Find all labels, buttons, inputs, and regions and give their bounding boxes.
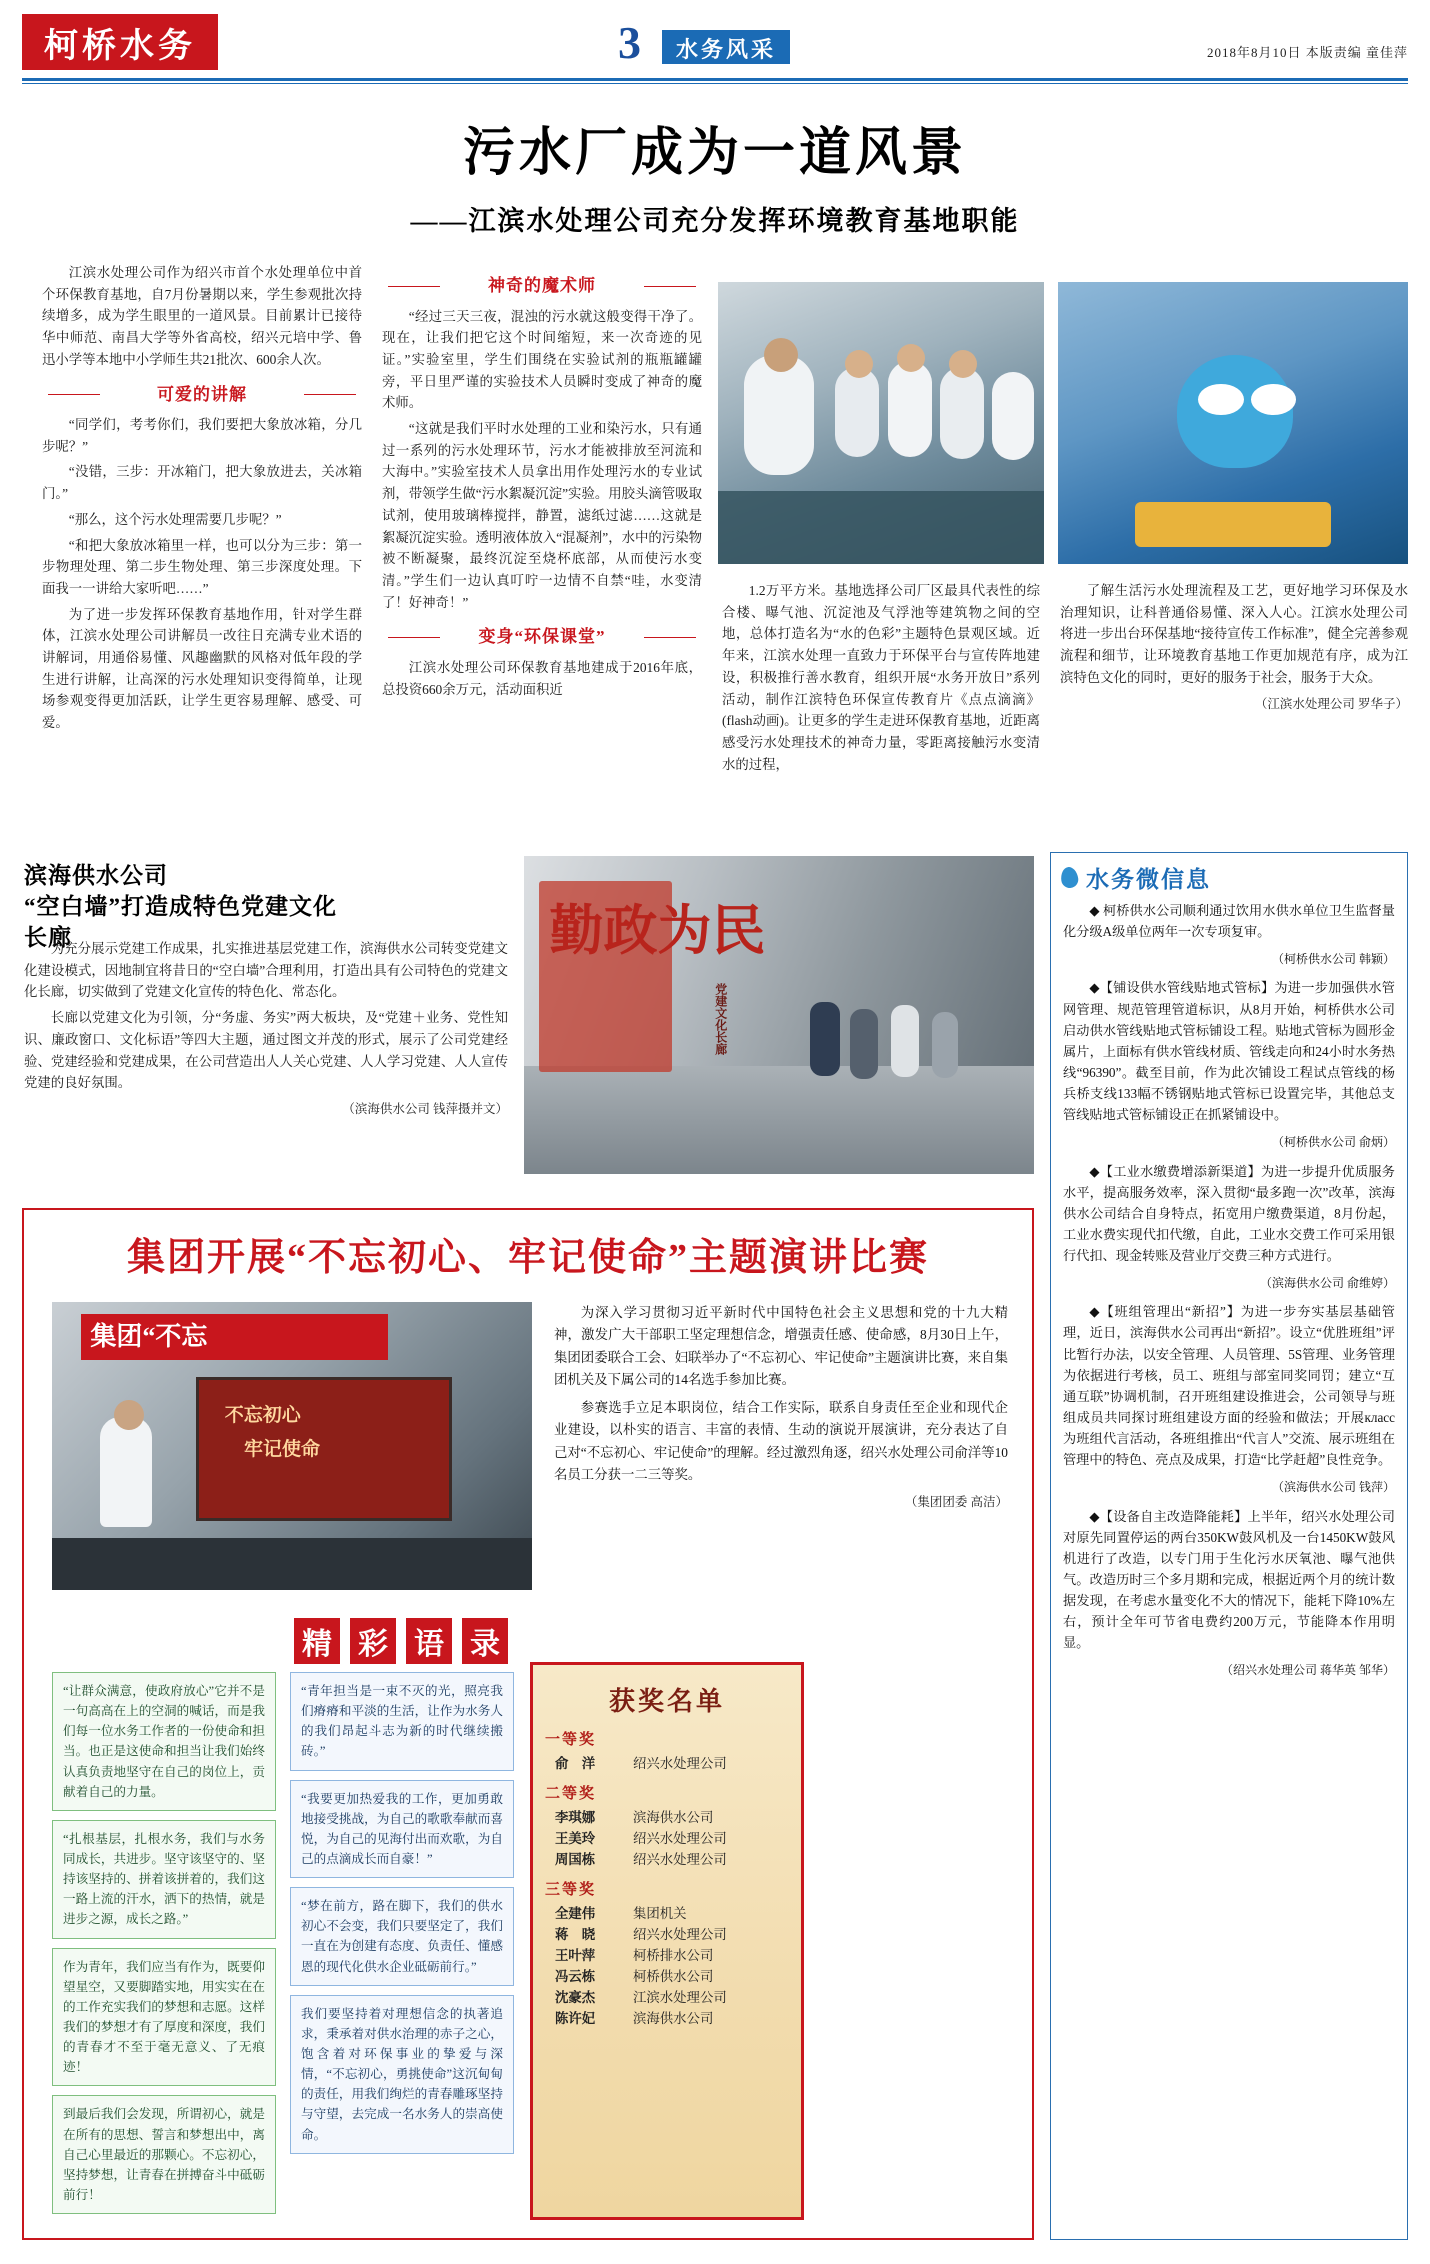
screen-text-1: 不忘初心 xyxy=(224,1404,301,1426)
header-divider xyxy=(22,78,1408,81)
award-winner-unit: 江滨水处理公司 xyxy=(633,1990,727,2005)
lead-subhead-3: 变身“环保课堂” xyxy=(382,623,702,651)
page-number: 3 xyxy=(618,17,641,68)
quotes-title-char-1: 精 xyxy=(294,1618,340,1664)
quotes-column-right xyxy=(290,1672,514,2163)
feature-title: 集团开展“不忘初心、牢记使命”主题演讲比赛 xyxy=(126,1237,929,1279)
lead-para: “同学们，考考你们，我们要把大象放冰箱，分几步呢？” xyxy=(42,417,362,454)
award-winner-name: 李琪娜 xyxy=(555,1810,596,1825)
award-winner-unit: 集团机关 xyxy=(633,1906,687,1921)
award-winner-name: 俞 洋 xyxy=(555,1756,596,1771)
award-row xyxy=(555,1924,801,1943)
lead-para: 为了进一步发挥环保教育基地作用，针对学生群体，江滨水处理公司讲解员一改往日充满专业术语的讲解词，用通俗易懂、风趣幽默的风格对低年段的学生进行讲解，让高深的污水处理知识变得简单，让现场参观变得更加活跃，让学生更容易理解、感受、可爱。 xyxy=(42,606,362,731)
quote-box: “梦在前方，路在脚下，我们的供水初心不会变，我们只要坚定了，我们一直在为创建有态度、负责任、懂感恩的现代化供水企业砥砺前行。” xyxy=(290,1887,514,1986)
award-winner-unit: 滨海供水公司 xyxy=(633,2011,714,2026)
award-list-panel xyxy=(530,1662,804,2220)
mid-signature: （滨海供水公司 钱萍摄并文） xyxy=(342,1101,508,1116)
lead-column-1 xyxy=(42,262,362,738)
award-row xyxy=(555,1966,801,1985)
award-winner-unit: 绍兴水处理公司 xyxy=(633,1852,727,1867)
wall-slogan-sub: 党建文化长廊 xyxy=(713,983,728,1056)
publication-name: 柯桥水务 xyxy=(44,27,196,65)
quote-box: “我要更加热爱我的工作，更加勇敢地接受挑战，为自己的歌歌奉献而喜悦，为自己的见海付出而欢歌，为自己的点滴成长而自豪！” xyxy=(290,1780,514,1879)
award-winner-name: 周国栋 xyxy=(555,1852,596,1867)
award-winner-name: 蒋 晓 xyxy=(555,1927,596,1942)
mid-article-title-2: “空白墙”打造成特色党建文化长廊 xyxy=(24,894,337,951)
award-winner-unit: 绍兴水处理公司 xyxy=(633,1831,727,1846)
screen-text-2: 牢记使命 xyxy=(244,1439,321,1461)
lead-para: “和把大象放冰箱里一样，也可以分为三步：第一步物理处理、第二步生物处理、第三步深度处理。下面我一一讲给大家听吧……” xyxy=(42,537,362,596)
quotes-title-char-3: 语 xyxy=(406,1618,452,1664)
photo-water-mascot xyxy=(1058,282,1408,564)
lead-subhead-2: 神奇的魔术师 xyxy=(382,272,702,300)
page-subtitle: ——江滨水处理公司充分发挥环境教育基地职能 xyxy=(410,206,1020,236)
quote-box: “扎根基层，扎根水务，我们与水务同成长，共进步。坚守该坚守的、坚持该坚持的、拼着该拼着的，我们这一路上流的汗水，洒下的热情，就是进步之源，成长之路。” xyxy=(52,1820,276,1939)
mid-para: 为充分展示党建工作成果，扎实推进基层党建工作，滨海供水公司转变党建文化建设模式，因地制宜将昔日的“空白墙”合理利用，打造出具有公司特色的党建文化长廊，切实做到了党建文化宣传的特色化、常态化。 xyxy=(24,941,508,1000)
section-badge: 水务风采 xyxy=(662,30,790,64)
lead-para: “没错，三步：开冰箱门，把大象放进去，关冰箱门。” xyxy=(42,464,362,502)
award-winner-unit: 柯桥排水公司 xyxy=(633,1948,714,1963)
lead-para: “这就是我们平时水处理的工业和染污水，只有通过一系列的污水处理环节，污水才能被排放至河流和大海中。”实验室技术人员拿出用作处理污水的专业试剂，带领学生做“污水絮凝沉淀”实验。用胶头滴管吸取试剂，使用玻璃棒搅拌，静置，滤纸过滤……这就是絮凝沉淀实验。透明液体放入“混凝剂”，水中的污染物被不断凝聚，最终沉淀至烧杯底部，从而使污水变清。”学生们一边认真叮咛一边情不自禁“哇，水变清了！好神奇！” xyxy=(382,421,702,610)
page-title: 污水厂成为一道风景 xyxy=(462,125,967,182)
brief-item: ◆【工业水缴费增添新渠道】为进一步提升优质服务水平，提高服务效率，深入贯彻“最多跑一次”改革，滨海供水公司结合自身特点，拓宽用户缴费渠道，8月份起，工业水费实现代扣代缴，自此，工业水交费工作可采用银行代扣、现金转账及营业厅交费三种方式进行。 xyxy=(1063,1163,1395,1263)
quotes-column-left xyxy=(52,1672,276,2223)
photo-party-culture-corridor xyxy=(524,856,1034,1174)
brief-signature: （滨海供水公司 钱萍） xyxy=(1271,1480,1395,1495)
quotes-title-char-4: 录 xyxy=(462,1618,508,1664)
award-winner-name: 王美玲 xyxy=(555,1831,596,1846)
lead-para: 江滨水处理公司作为绍兴市首个水处理单位中首个环保教育基地，自7月份暑期以来，学生参观批次持续增多，成为学生眼里的一道风景。目前累计已接待华中师范、南昌大学等外省高校，绍兴元培中学、鲁迅小学等本地中小学师生共21批次、600余人次。 xyxy=(42,265,362,367)
quote-box: 我们要坚持着对理想信念的执著追求，秉承着对供水治理的赤子之心，饱含着对环保事业的挚爱与深情，“不忘初心，勇挑使命”这沉甸甸的责任，用我们绚烂的青春雕琢坚持与守望，去完成一名水务人的崇高使命。 xyxy=(290,1995,514,2154)
brief-item: ◆【铺设供水管线贴地式管标】为进一步加强供水管网管理、规范管理管道标识，从8月开始，柯桥供水公司启动供水管线贴地式管标铺设工程。贴地式管标为圆形金属片，上面标有供水管线材质、管线走向和24小时水务热线“96390”。截至目前，作为此次铺设工程试点管线的杨兵桥支线133幅不锈钢贴地式管标已设置完毕，其他总支管线贴地式管标铺设正在抓紧铺设中。 xyxy=(1063,980,1395,1123)
award-winner-name: 王叶萍 xyxy=(555,1948,596,1963)
header-divider-thin xyxy=(22,83,1408,84)
sidebar-header xyxy=(1051,853,1407,896)
publication-logo xyxy=(22,14,218,70)
brief-item: ◆ 柯桥供水公司顺利通过饮用水供水单位卫生监督量化分级A级单位两年一次专项复审。 xyxy=(1063,903,1395,940)
photo-speech-contest xyxy=(52,1302,532,1590)
lead-para: 江滨水处理公司环保教育基地建成于2016年底，总投资660余万元，活动面积近 xyxy=(382,659,702,697)
quote-box: 到最后我们会发现，所谓初心，就是在所有的思想、誓言和梦想出中，离自己心里最近的那颗心。不忘初心，坚持梦想，让青春在拼搏奋斗中砥砺前行！ xyxy=(52,2095,276,2214)
award-group-label: 三等奖 xyxy=(545,1882,597,1898)
sidebar-body xyxy=(1051,896,1407,1699)
lead-para: “那么，这个污水处理需要几步呢？” xyxy=(68,511,282,527)
award-list-title: 获奖名单 xyxy=(608,1687,725,1716)
award-group-label: 一等奖 xyxy=(545,1732,597,1748)
award-row xyxy=(555,1807,801,1826)
mid-article-body xyxy=(24,938,508,1119)
quote-box: “青年担当是一束不灭的光，照亮我们瘠瘠和平淡的生活，让作为水务人的我们昂起斗志为新的时代继续搬砖。” xyxy=(290,1672,514,1771)
feature-signature: （集团团委 高洁） xyxy=(904,1495,1008,1509)
brief-signature: （柯桥供水公司 韩颖） xyxy=(1271,952,1395,967)
lead-para: 1.2万平方米。基地选择公司厂区最具代表性的综合楼、曝气池、沉淀池及气浮池等建筑物之间的空地，总体打造名为“水的色彩”主题特色景观区域。近年来，江滨水处理一直致力于环保平台与宣传阵地建设，积极推行善水教育，组织开展“水务开放日”系列活动，制作江滨特色环保宣传教育片《点点滴滴》(flash动画)。让更多的学生走进环保教育基地，近距离感受污水处理技术的神奇力量，零距离接触污水变清水的过程， xyxy=(722,583,1040,772)
award-winner-unit: 柯桥供水公司 xyxy=(633,1969,714,1984)
lead-para: “经过三天三夜，混浊的污水就这般变得干净了。现在，让我们把它这个时间缩短，来一次奇迹的见证。”实验室里，学生们围绕在实验试剂的瓶瓶罐罐旁，平日里严谨的实验技术人员瞬时变成了神奇的魔术师。 xyxy=(382,308,702,411)
feature-para: 为深入学习贯彻习近平新时代中国特色社会主义思想和党的十九大精神，激发广大干部职工坚定理想信念，增强责任感、使命感，8月30日上午，集团团委联合工会、妇联举办了“不忘初心、牢记使命”主题演讲比赛，来自集团机关及下属公司的14名选手参加比赛。 xyxy=(554,1305,1008,1387)
award-winner-unit: 绍兴水处理公司 xyxy=(633,1927,727,1942)
mid-article-title-1: 滨海供水公司 xyxy=(24,863,168,888)
feature-para: 参赛选手立足本职岗位，结合工作实际，联系自身责任至企业和现代企业建设，以朴实的语言、丰富的表情、生动的演说开展演讲，充分表达了自己对“不忘初心、牢记使命”的理解。经过激烈角逐，绍兴水处理公司俞洋等10名员工分获一二三等奖。 xyxy=(554,1400,1008,1482)
issue-date-line: 2018年8月10日 本版责编 童佳萍 xyxy=(1206,45,1408,60)
award-row xyxy=(555,1849,801,1868)
brief-item: ◆【设备自主改造降能耗】上半年，绍兴水处理公司对原先同置停运的两台350KW鼓风机及一台1450KW鼓风机进行了改造，以专门用于生化污水厌氧池、曝气池供气。改造历时三个多月期和完成，根据近两个月的统计数据发现，在考虑水量变化不大的情况下，能耗下降10%左右，预计全年可节省电费约200万元，节能降本作用明显。 xyxy=(1063,1508,1395,1651)
award-winner-name: 沈豪杰 xyxy=(555,1990,596,2005)
lead-subhead-1: 可爱的讲解 xyxy=(42,381,362,409)
award-row xyxy=(555,1903,801,1922)
award-row xyxy=(555,1945,801,1964)
award-row xyxy=(555,2008,801,2027)
speech-contest-feature xyxy=(22,1208,1034,2240)
lead-signature: （江滨水处理公司 罗华子） xyxy=(1254,696,1408,711)
award-row xyxy=(555,1828,801,1847)
lead-para: 了解生活污水处理流程及工艺，更好地学习环保及水治理知识，让科普通俗易懂、深入人心。江滨水处理公司将进一步出台环保基地“接待宣传工作标准”，健全完善参观流程和细节，让环境教育基地工作更加规范有序，成为江滨特色文化的同时，更好的服务于社会，服务于大众。 xyxy=(1060,583,1408,685)
brief-signature: （柯桥供水公司 俞炳） xyxy=(1271,1135,1395,1150)
lead-column-3 xyxy=(722,580,1040,779)
lead-headline xyxy=(22,110,1408,238)
stage-banner-text: 集团“不忘 xyxy=(90,1322,208,1352)
quote-box: “让群众满意，使政府放心”它并不是一句高高在上的空洞的喊话，而是我们每一位水务工作者的一份使命和担当。也正是这使命和担当让我们始终认真负责地坚守在自己的岗位上，贡献着自己的力量。 xyxy=(52,1672,276,1811)
brief-signature: （滨海供水公司 俞维婷） xyxy=(1259,1276,1395,1291)
quotes-title-char-2: 彩 xyxy=(350,1618,396,1664)
masthead xyxy=(22,14,1408,88)
brief-item: ◆【班组管理出“新招”】为进一步夯实基层基础管理，近日，滨海供水公司再出“新招”。设立“优胜班组”评比暂行办法，以安全管理、人员管理、5S管理、业务管理为依据进行考核，员工、班组与部室同奖同罚；建立“互通互联”协调机制，召开班组建设推进会，公司领导与班组成员共同探讨班组建设方面的经验和做法；开展класс为班组代言活动，各班组推出“代言人”交流、展示班组在管理中的特色、亮点及成果，打造“比学赶超”良性竞争。 xyxy=(1063,1304,1395,1468)
award-group-label: 二等奖 xyxy=(545,1786,597,1802)
award-row xyxy=(555,1987,801,2006)
lead-column-4 xyxy=(1060,580,1408,714)
award-winner-name: 全建伟 xyxy=(555,1906,596,1921)
award-winner-name: 冯云栋 xyxy=(555,1969,596,1984)
news-briefs-sidebar xyxy=(1050,852,1408,2240)
award-winner-unit: 滨海供水公司 xyxy=(633,1810,714,1825)
award-winner-unit: 绍兴水处理公司 xyxy=(633,1756,727,1771)
water-drop-icon xyxy=(1060,866,1080,889)
award-row xyxy=(555,1753,801,1772)
quote-box: 作为青年，我们应当有作为，既要仰望星空，又要脚踏实地，用实实在在的工作充实我们的梦想和志愿。这样我们的梦想才有了厚度和深度，我们的青春才不至于毫无意义、了无痕迹！ xyxy=(52,1948,276,2087)
award-winner-name: 陈许妃 xyxy=(555,2011,596,2026)
brief-signature: （绍兴水处理公司 蒋华英 邹华） xyxy=(1220,1663,1395,1678)
feature-body xyxy=(554,1302,1008,1513)
photo-lab-demonstration xyxy=(718,282,1044,564)
quotes-title xyxy=(294,1618,508,1664)
sidebar-title: 水务微信息 xyxy=(1086,867,1211,892)
mid-para: 长廊以党建文化为引领，分“务虚、务实”两大板块，及“党建＋业务、党性知识、廉政窗口、文化标语”等四大主题，通过图文并茂的形式，展示了公司党建经验、党建经验和党建成果，在公司营造出人人关心党建、人人学习党建、人人宣传党建的良好氛围。 xyxy=(24,1010,508,1091)
wall-slogan: 勤政为民 xyxy=(549,900,766,961)
lead-column-2 xyxy=(382,262,702,704)
